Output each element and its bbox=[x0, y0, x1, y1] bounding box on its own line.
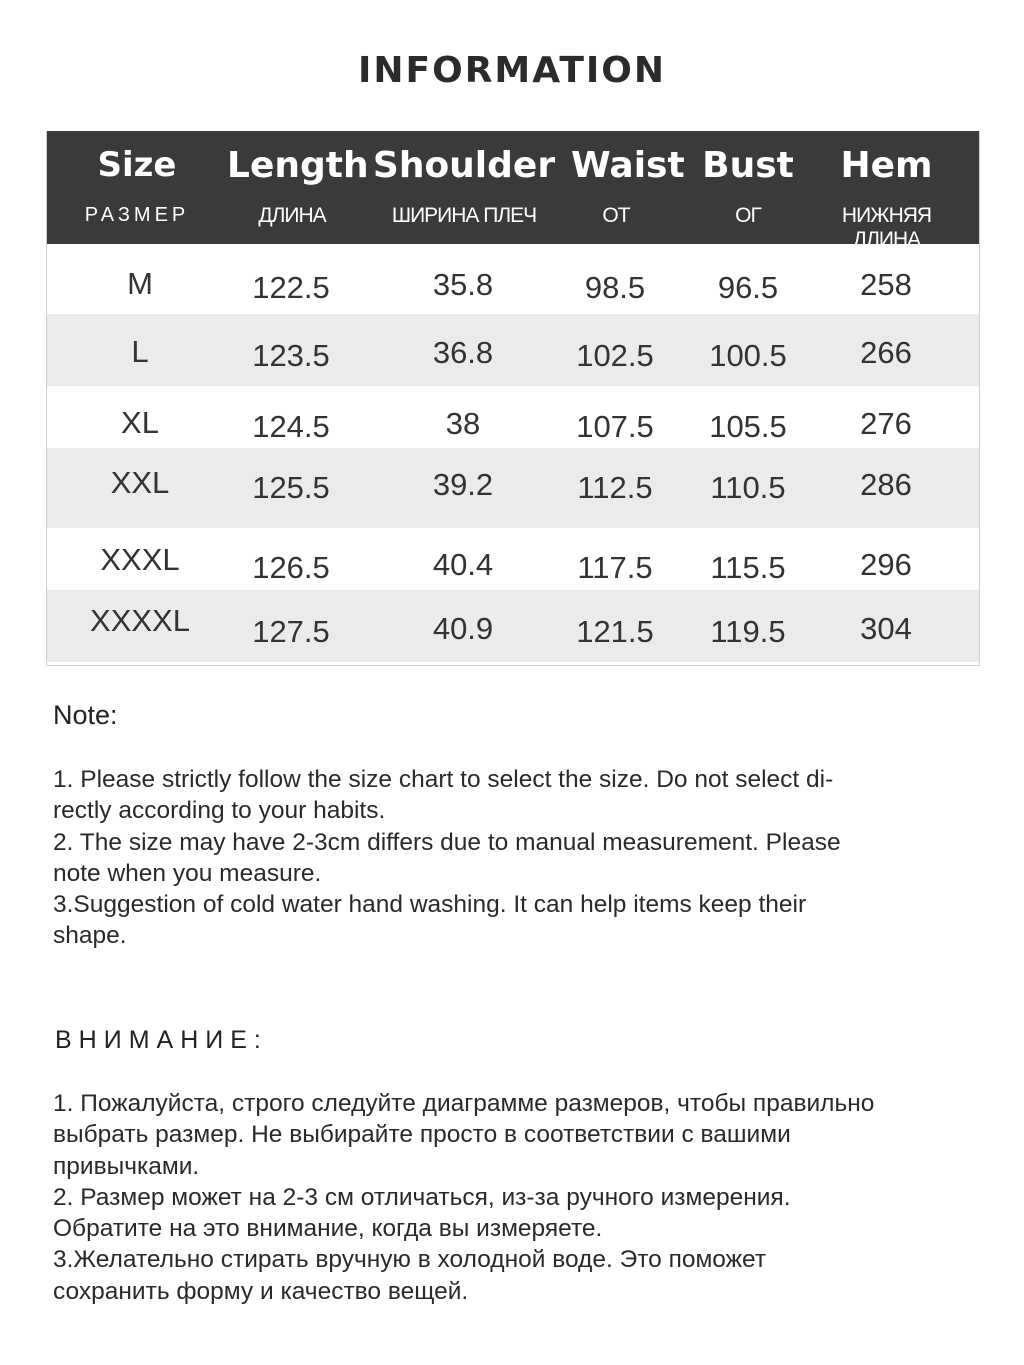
table-row bbox=[47, 314, 979, 386]
header-length bbox=[227, 131, 369, 244]
table-row bbox=[47, 244, 979, 314]
attention-line: 1. Пожалуйста, строго следуйте диаграмме размеров, чтобы правильно bbox=[53, 1090, 875, 1117]
cell-waist: 117.5 bbox=[577, 550, 653, 585]
cell-bust: 119.5 bbox=[710, 614, 786, 649]
attention-line: сохранить форму и качество вещей. bbox=[53, 1277, 469, 1305]
cell-length: 122.5 bbox=[252, 270, 330, 305]
note-line: 3.Suggestion of cold water hand washing. It can help items keep their bbox=[53, 891, 807, 919]
attention-line: 3.Желательно стирать вручную в холодной воде. Это поможет bbox=[53, 1246, 767, 1274]
cell-shoulder: 40.4 bbox=[432, 547, 494, 582]
cell-shoulder: 39.2 bbox=[432, 467, 494, 502]
note-line: rectly according to your habits. bbox=[53, 797, 386, 825]
cell-length: 126.5 bbox=[252, 550, 330, 585]
table-row bbox=[47, 386, 979, 448]
attention-heading: ВНИМАНИЕ: bbox=[55, 1026, 268, 1054]
cell-bust: 105.5 bbox=[709, 409, 787, 444]
table-row bbox=[47, 590, 979, 662]
attention-line: 2. Размер может на 2-3 см отличаться, из-за ручного измерения. bbox=[53, 1183, 791, 1211]
cell-size: XXXL bbox=[100, 542, 180, 577]
note-text bbox=[53, 764, 953, 952]
attention-line: привычками. bbox=[53, 1152, 200, 1180]
cell-bust: 115.5 bbox=[710, 550, 786, 585]
cell-length: 125.5 bbox=[252, 470, 330, 505]
cell-length: 124.5 bbox=[252, 409, 330, 444]
cell-shoulder: 38 bbox=[445, 406, 481, 441]
cell-hem: 258 bbox=[860, 267, 912, 302]
header-hem-en: Hem bbox=[840, 145, 933, 186]
header-waist bbox=[571, 131, 685, 244]
cell-size: M bbox=[127, 266, 153, 301]
cell-size: XXXXL bbox=[90, 603, 190, 638]
note-heading: Note: bbox=[53, 700, 118, 730]
cell-shoulder: 36.8 bbox=[432, 335, 494, 370]
cell-bust: 100.5 bbox=[709, 338, 787, 373]
header-bust-en: Bust bbox=[702, 145, 794, 186]
cell-size: L bbox=[131, 334, 149, 369]
table-header bbox=[47, 131, 979, 251]
note-line: note when you measure. bbox=[53, 859, 322, 887]
attention-line: выбрать размер. Не выбирайте просто в соответствии с вашими bbox=[53, 1121, 791, 1149]
header-shoulder bbox=[357, 131, 571, 244]
table-body bbox=[47, 244, 979, 662]
header-shoulder-ru: ШИРИНА ПЛЕЧ bbox=[391, 204, 537, 227]
cell-size: XL bbox=[121, 405, 159, 440]
cell-waist: 102.5 bbox=[576, 338, 654, 373]
attention-text bbox=[53, 1088, 983, 1307]
cell-shoulder: 40.9 bbox=[432, 611, 494, 646]
cell-waist: 112.5 bbox=[577, 470, 653, 505]
cell-hem: 296 bbox=[860, 547, 912, 582]
cell-shoulder: 35.8 bbox=[432, 267, 494, 302]
cell-waist: 98.5 bbox=[584, 270, 646, 305]
header-size-en: Size bbox=[97, 145, 177, 185]
header-shoulder-en: Shoulder bbox=[372, 145, 556, 186]
header-length-en: Length bbox=[227, 145, 369, 186]
cell-waist: 107.5 bbox=[576, 409, 654, 444]
header-hem-ru: НИЖНЯЯ ДЛИНА bbox=[841, 204, 932, 251]
header-size-ru: РАЗМЕР bbox=[84, 204, 190, 226]
cell-size: XXL bbox=[110, 465, 170, 500]
cell-hem: 266 bbox=[860, 335, 912, 370]
cell-waist: 121.5 bbox=[576, 614, 654, 649]
cell-length: 123.5 bbox=[252, 338, 330, 373]
cell-hem: 286 bbox=[860, 467, 912, 502]
size-table bbox=[46, 131, 980, 666]
attention-line: Обратите на это внимание, когда вы измеряете. bbox=[53, 1215, 603, 1243]
header-waist-ru: ОТ bbox=[602, 204, 630, 227]
note-line: 2. The size may have 2-3cm differs due to manual measurement. Please bbox=[53, 828, 841, 856]
cell-hem: 304 bbox=[860, 611, 912, 646]
note-line: 1. Please strictly follow the size chart to select the size. Do not select di- bbox=[53, 766, 834, 793]
cell-bust: 96.5 bbox=[717, 270, 779, 305]
cell-bust: 110.5 bbox=[710, 470, 786, 505]
table-row bbox=[47, 528, 979, 590]
table-row bbox=[47, 448, 979, 528]
note-line: shape. bbox=[53, 922, 127, 950]
cell-length: 127.5 bbox=[252, 614, 330, 649]
header-waist-en: Waist bbox=[571, 145, 685, 186]
cell-hem: 276 bbox=[860, 406, 912, 441]
header-hem bbox=[835, 131, 938, 251]
header-bust bbox=[661, 131, 835, 244]
header-length-ru: ДЛИНА bbox=[258, 204, 326, 227]
header-bust-ru: ОГ bbox=[735, 204, 761, 227]
page-title: INFORMATION bbox=[357, 50, 666, 91]
header-size bbox=[47, 131, 227, 244]
